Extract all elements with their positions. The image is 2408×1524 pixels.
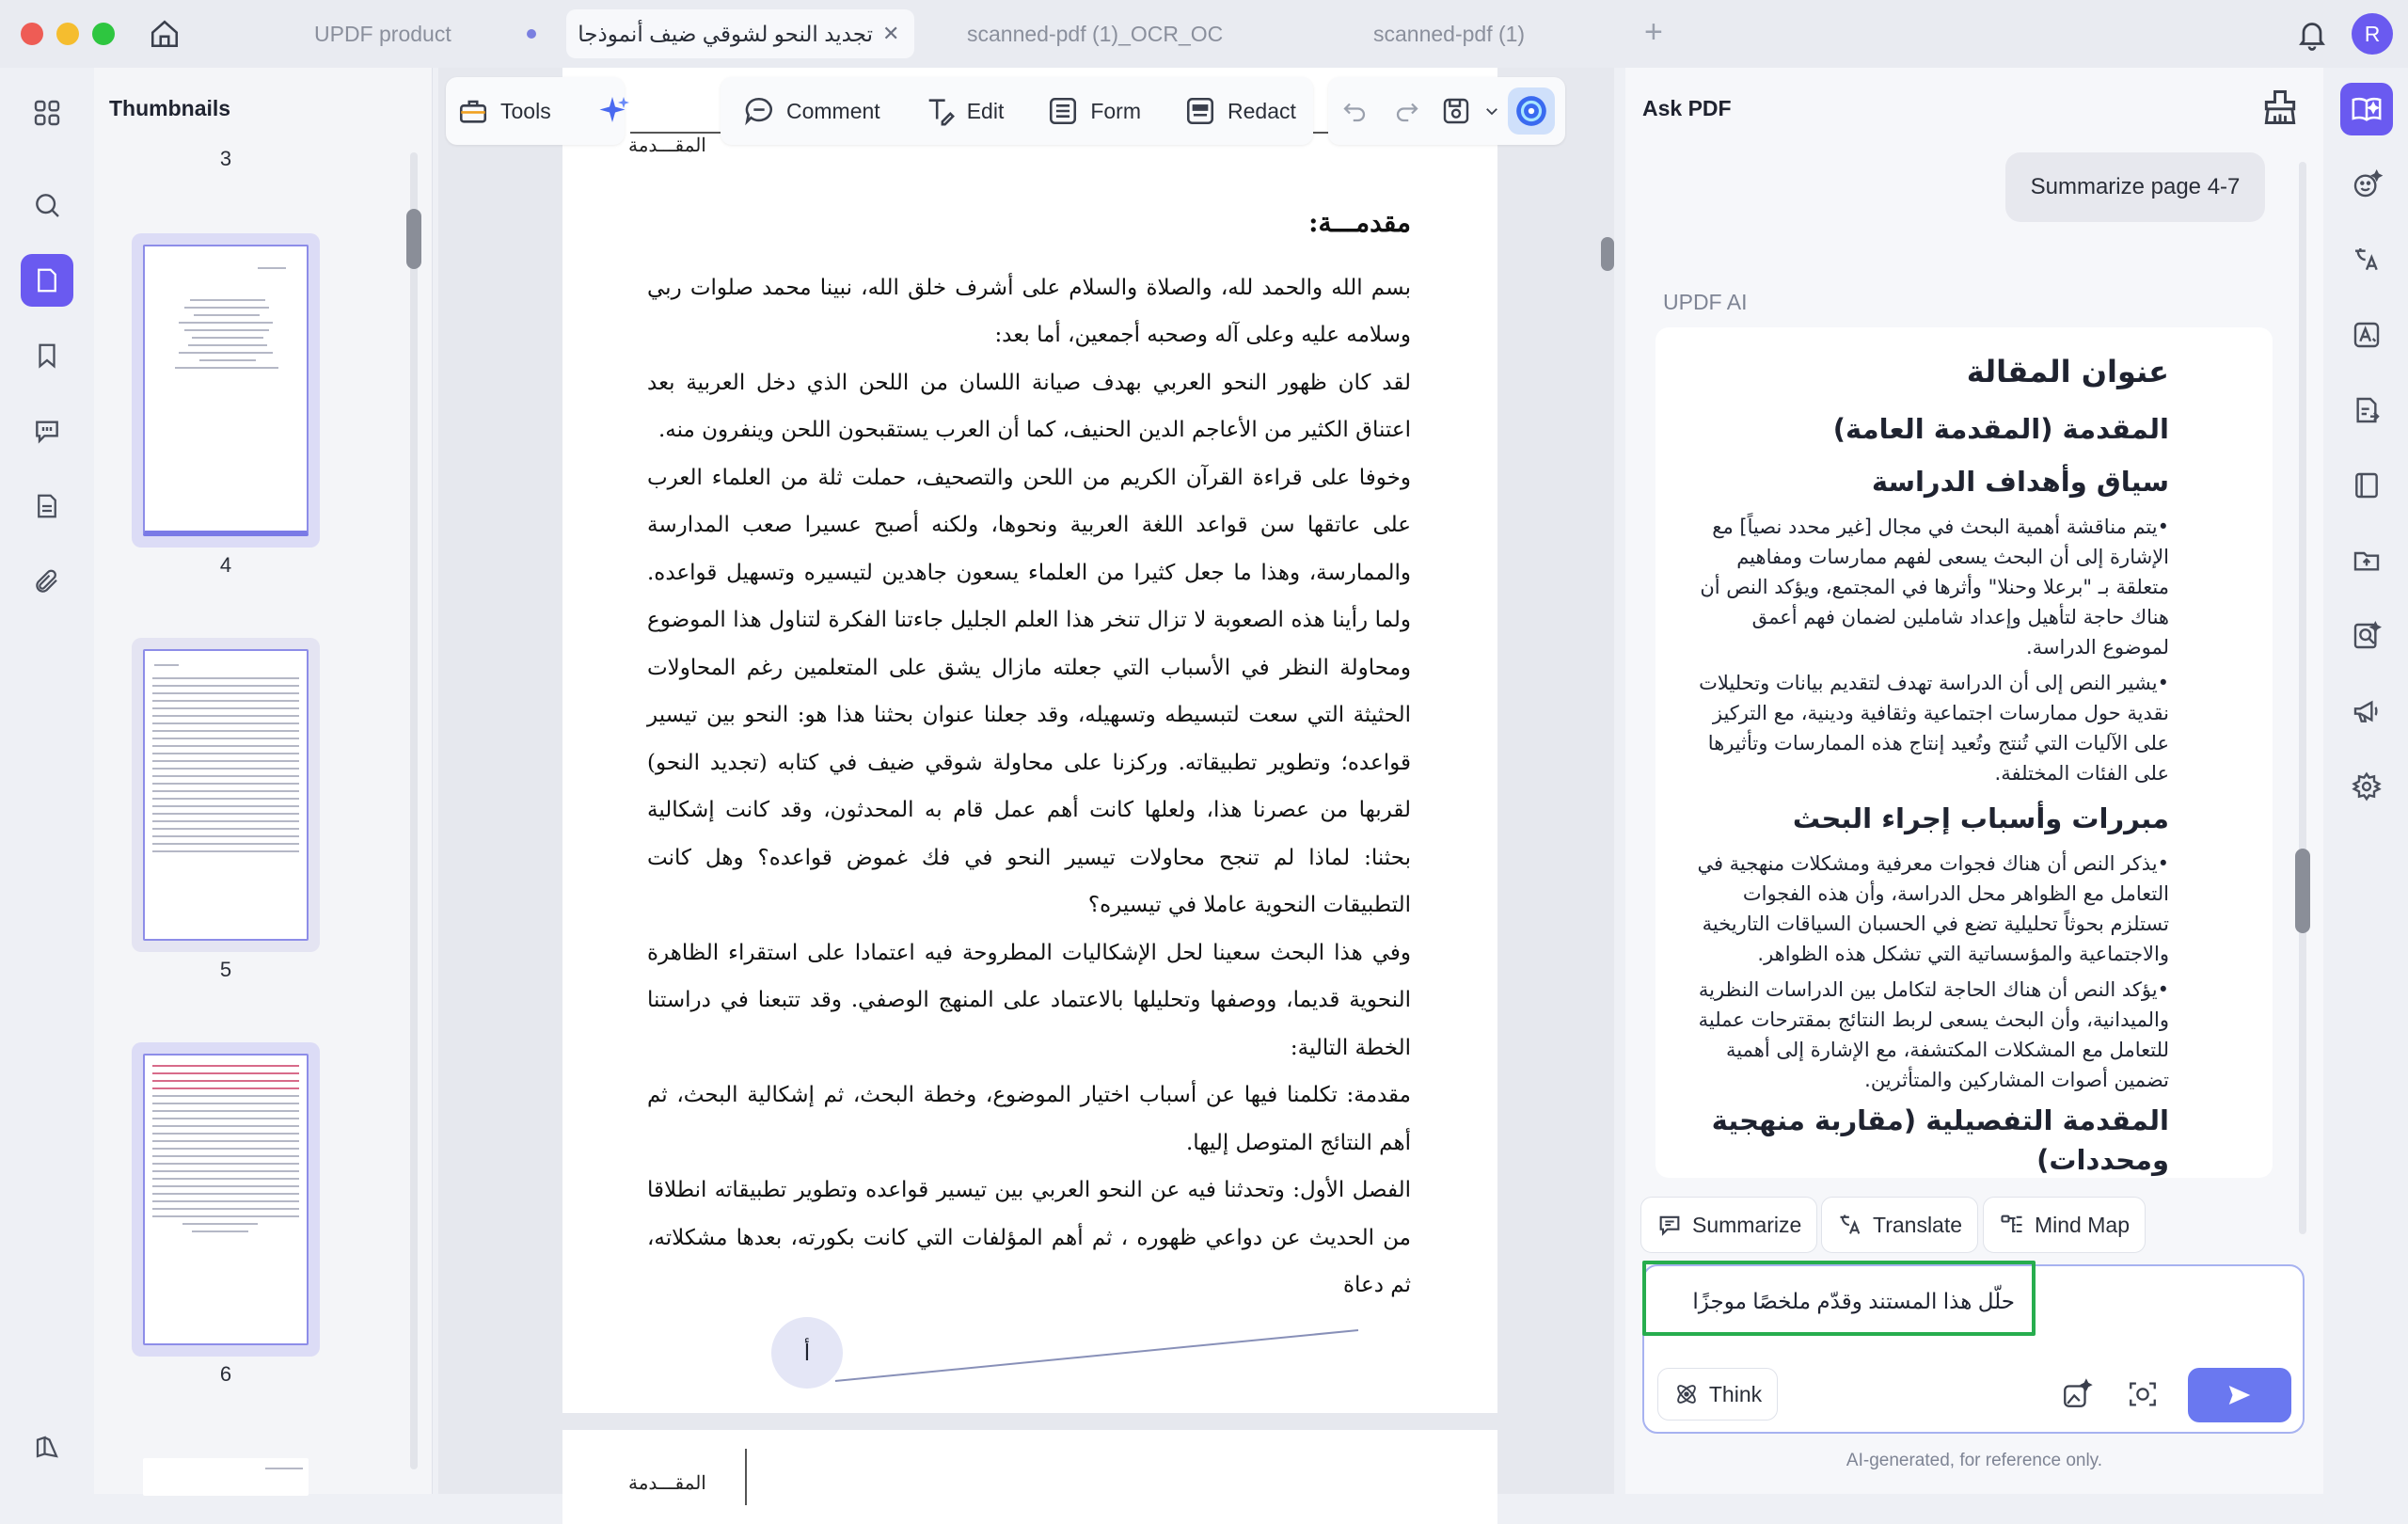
comment-button[interactable] bbox=[732, 85, 892, 137]
thumbnails-title: Thumbnails bbox=[109, 96, 231, 120]
folder-icon bbox=[2352, 546, 2382, 576]
edit-text-icon bbox=[924, 95, 956, 127]
form-icon bbox=[1047, 95, 1079, 127]
thumbnail-page-number: 3 bbox=[219, 147, 232, 170]
send-icon bbox=[2226, 1381, 2254, 1409]
rail-bookmarks-button[interactable] bbox=[21, 329, 73, 382]
page-header-divider bbox=[745, 1449, 747, 1505]
image-sparkle-icon bbox=[2061, 1378, 2093, 1410]
pdf-page-next bbox=[562, 1430, 1497, 1524]
ask-pdf-scrollbar-thumb[interactable] bbox=[2295, 849, 2310, 933]
summarize-label: Summarize bbox=[1692, 1212, 1802, 1237]
ask-pdf-panel bbox=[1625, 68, 2323, 1494]
screenshot-button[interactable] bbox=[2122, 1373, 2163, 1415]
smile-sparkle-icon bbox=[2352, 169, 2382, 199]
ask-input-field[interactable]: حلّل هذا المستند وقدّم ملخصًا موجزًا bbox=[1692, 1289, 2015, 1313]
thumbnail-preview bbox=[143, 1458, 309, 1496]
ask-input-box[interactable] bbox=[1642, 1264, 2305, 1434]
summarize-icon bbox=[1656, 1212, 1683, 1238]
think-label: Think bbox=[1708, 1381, 1763, 1406]
ai-response-card[interactable] bbox=[1656, 327, 2273, 1178]
ai-response-text bbox=[1680, 342, 2169, 1180]
thumbnail-preview bbox=[143, 649, 309, 941]
document-paragraph: وفي هذا البحث سعينا لحل الإشكاليات المطروحة فيه اعتمادا على استقراء الظاهرة النحوية قديما، ووصفها وتحليلها بالاعتماد على المنهج الوصفي. وقد تتبعنا في دراستنا الخطة التالية: bbox=[647, 940, 1411, 1060]
redact-label: Redact bbox=[1228, 98, 1296, 123]
response-section-heading: المقدمة التفصيلية (مقاربة منهجية ومحددات) bbox=[1711, 1104, 2169, 1176]
tab-label: scanned-pdf (1) bbox=[1373, 21, 1526, 46]
clear-chat-icon[interactable] bbox=[2259, 87, 2301, 128]
thumbnail-page-6[interactable] bbox=[132, 1042, 320, 1357]
translate-chip[interactable] bbox=[1821, 1197, 1978, 1253]
tab-scanned-pdf[interactable] bbox=[1354, 9, 1599, 58]
pdf-page bbox=[562, 68, 1497, 1413]
mind-map-chip[interactable] bbox=[1983, 1197, 2146, 1253]
edit-label: Edit bbox=[966, 98, 1005, 123]
undo-icon bbox=[1340, 97, 1369, 125]
think-toggle-button[interactable] bbox=[1657, 1368, 1778, 1421]
export-rail-button[interactable] bbox=[2340, 384, 2393, 437]
document-paragraph: بسم الله والحمد لله، والصلاة والسلام على أشرف خلق الله، نبينا محمد صلوات ربي وسلامه عليه وعلى آله وصحبه أجمعين، أما بعد: bbox=[647, 275, 1411, 347]
thumbnail-page-number: 6 bbox=[219, 1362, 232, 1386]
document-body[interactable] bbox=[647, 199, 1411, 1310]
tools-label: Tools bbox=[500, 98, 551, 123]
comment-label: Comment bbox=[786, 98, 880, 123]
paperclip-icon bbox=[33, 567, 61, 595]
thumbnail-page-number: 5 bbox=[219, 958, 232, 981]
tab-label: تجديد النحو لشوقي ضيف أنموذجا bbox=[578, 21, 873, 46]
right-tool-rail bbox=[2323, 68, 2408, 1494]
footer-line bbox=[835, 1328, 1362, 1385]
document-paragraph: لقد كان ظهور النحو العربي بهدف صيانة اللسان من اللحن الذي دخل العربية بعد اعتناق الكثير من الأعاجم الدين الحنيف، كما أن العرب يستقبحون اللحن وينفرون منه. bbox=[647, 370, 1411, 442]
rail-pages-button[interactable] bbox=[21, 480, 73, 532]
thumbnail-preview bbox=[143, 1054, 309, 1345]
thumbnails-scrollbar-track[interactable] bbox=[410, 152, 418, 1469]
thumbnail-page-5[interactable] bbox=[132, 638, 320, 952]
megaphone-icon bbox=[2352, 696, 2382, 726]
document-paragraph: وخوفا على قراءة القرآن الكريم من اللحن والتصحيف، حملت ثلة من العلماء العرب على عاتقها سن قواعد اللغة العربية ونحوها، ولكنه أصبح عسيرا صعب المدارسة والممارسة، وهذا ما جعل كثيرا من العلماء يسعون جاهدين لتيسيره وتسهيل قواعده. ولما رأينا هذه الصعوبة لا تزال تنخر هذا العلم الجليل جاءتنا الفكرة لتناول هذا الموضوع ومحاولة النظر في الأسباب التي جعلته مازال يشق على المتعلمين رغم المحاولات الحثيثة التي سعت لتبسيطه وتسهيله، وقد جعلنا عنوان بحثنا هذا هو: النحو بين تيسير قواعده؛ وتطوير تطبيقاته. وركزنا على محاولة شوقي ضيف في كتابه (تجديد النحو) لقربها من عصرنا هذا، ولعلها كانت أهم عمل قام به المحدثون، وقد كانت إشكالية بحثنا: لماذا لم تنجح محاولات تيسير النحو في فك غموض قواعده؟ وهل كانت التطبيقات النحوية عاملا في تيسيره؟ bbox=[647, 465, 1412, 917]
search-document-icon bbox=[2352, 621, 2382, 651]
bookmark-icon bbox=[33, 341, 61, 370]
home-button[interactable] bbox=[145, 15, 184, 53]
rail-attachments-button[interactable] bbox=[21, 555, 73, 608]
thumbnail-page-4[interactable] bbox=[132, 233, 320, 548]
page-header-label: المقـــدمة bbox=[628, 134, 706, 156]
response-bullet: •يذكر النص أن هناك فجوات معرفية ومشكلات منهجية في التعامل مع الظواهر محل الدراسة، وأن هذه الفجوات تستلزم بحوثاً تحليلية تضع في الحسبان السياقات التاريخية والاجتماعية والمؤسساتية التي تشكل هذه الظواهر. bbox=[1697, 852, 2169, 965]
tab-label: scanned-pdf (1)_OCR_OC bbox=[967, 21, 1224, 46]
document-scrollbar-thumb[interactable] bbox=[1601, 237, 1614, 271]
camera-icon bbox=[2127, 1378, 2159, 1410]
response-bullet: •يشير النص إلى أن الدراسة تهدف لتقديم بيانات وتحليلات نقدية حول ممارسات اجتماعية وثقافية ودينية، مع التركيز على الآليات التي تُنتج وتُعيد إنتاج هذه الممارسات وتأثيرها على الفئات المختلفة. bbox=[1699, 672, 2169, 785]
thumbnails-scrollbar-thumb[interactable] bbox=[406, 209, 421, 269]
page-layout-rail-button[interactable] bbox=[2340, 459, 2393, 512]
gear-icon bbox=[2352, 771, 2382, 802]
search-icon bbox=[32, 190, 62, 220]
toolbox-icon bbox=[457, 95, 489, 127]
left-tool-rail bbox=[0, 68, 94, 1494]
tab-active-document[interactable] bbox=[566, 9, 914, 58]
history-group bbox=[1328, 77, 1565, 145]
book-icon bbox=[2352, 470, 2382, 500]
rail-comments-button[interactable] bbox=[21, 405, 73, 457]
summarize-chip[interactable] bbox=[1640, 1197, 1817, 1253]
layers-icon bbox=[33, 1433, 61, 1461]
save-button[interactable] bbox=[1434, 85, 1479, 137]
tab-updf-product[interactable] bbox=[282, 9, 555, 58]
save-options-dropdown[interactable] bbox=[1479, 85, 1505, 137]
comment-icon bbox=[743, 95, 775, 127]
mind-map-label: Mind Map bbox=[2035, 1212, 2130, 1237]
translate-icon bbox=[1837, 1212, 1863, 1238]
book-sparkle-icon bbox=[2351, 93, 2383, 125]
ask-pdf-scrollbar-track[interactable] bbox=[2299, 162, 2306, 1234]
response-bullet: •يتم مناقشة أهمية البحث في مجال [غير محدد نصياً] مع الإشارة إلى أن البحث يسعى لفهم ممارسات ومفاهيم متعلقة بـ "برعلا وحنلا" وأثرها في المجتمع، ويؤكد النص أن هناك حاجة لتأهيل وإعداد شاملين لضمان فهم أعمق لموضوع الدراسة. bbox=[1700, 516, 2169, 659]
response-section-heading: سياق وأهداف الدراسة bbox=[1871, 466, 2169, 498]
home-icon bbox=[149, 18, 181, 50]
settings-rail-button[interactable] bbox=[2340, 760, 2393, 813]
user-avatar[interactable]: R bbox=[2352, 13, 2393, 55]
presentation-rail-button[interactable] bbox=[2340, 685, 2393, 738]
rail-search-button[interactable] bbox=[21, 179, 73, 231]
tab-scanned-ocr[interactable] bbox=[944, 9, 1245, 58]
sparkle-icon bbox=[598, 94, 632, 128]
send-button[interactable] bbox=[2188, 1368, 2291, 1422]
translate-icon bbox=[2352, 245, 2382, 275]
zoom-window-button[interactable] bbox=[92, 23, 115, 45]
ask-pdf-title: Ask PDF bbox=[1642, 96, 1732, 120]
translate-label: Translate bbox=[1873, 1212, 1963, 1237]
redact-icon bbox=[1184, 95, 1216, 127]
user-message-bubble: Summarize page 4-7 bbox=[2005, 152, 2265, 222]
ai-chat-rail-button[interactable] bbox=[2340, 83, 2393, 135]
page-header-label: المقـــدمة bbox=[628, 1471, 706, 1494]
edit-button[interactable] bbox=[912, 85, 1016, 137]
response-section-heading: المقدمة (المقدمة العامة) bbox=[1832, 413, 2169, 445]
input-highlight-annotation bbox=[1642, 1261, 2036, 1336]
response-section-heading: مبررات وأسباب إجراء البحث bbox=[1792, 802, 2169, 834]
thumbnails-panel bbox=[94, 68, 433, 1494]
document-export-icon bbox=[2352, 395, 2382, 425]
close-window-button[interactable] bbox=[21, 23, 43, 45]
title-bar bbox=[0, 0, 2408, 68]
ocr-rail-button[interactable] bbox=[2340, 309, 2393, 361]
ai-disclaimer: AI-generated, for reference only. bbox=[1846, 1451, 2103, 1470]
minimize-window-button[interactable] bbox=[56, 23, 79, 45]
ai-sender-label: UPDF AI bbox=[1663, 290, 1748, 314]
text-recognition-icon bbox=[2352, 320, 2382, 350]
rail-thumbnails-button[interactable] bbox=[21, 254, 73, 307]
page-icon bbox=[33, 266, 61, 294]
search-replace-rail-button[interactable] bbox=[2340, 610, 2393, 662]
ai-emoji-rail-button[interactable] bbox=[2340, 158, 2393, 211]
undo-button[interactable] bbox=[1328, 85, 1381, 137]
tools-button[interactable] bbox=[446, 85, 562, 137]
ai-assistant-button[interactable] bbox=[589, 85, 642, 137]
ai-sparkle-group bbox=[589, 77, 655, 145]
ai-chat-toggle-button[interactable] bbox=[1505, 85, 1558, 137]
redo-button[interactable] bbox=[1381, 85, 1434, 137]
atom-icon bbox=[1673, 1381, 1700, 1407]
save-icon bbox=[1441, 96, 1471, 126]
document-paragraph: الفصل الأول: وتحدثنا فيه عن النحو العربي بين تيسير قواعده وتطوير تطبيقاته انطلاقا من الحديث عن دواعي ظهوره ، ثم أهم المؤلفات التي كانت بكورته، بعدها مشكلاته، ثم دعاة bbox=[647, 1178, 1411, 1297]
mind-map-icon bbox=[1999, 1212, 2025, 1238]
response-title: عنوان المقالة bbox=[1966, 354, 2169, 389]
page-folio: أ bbox=[771, 1317, 843, 1389]
close-tab-icon[interactable]: ✕ bbox=[882, 22, 900, 45]
ai-orb-icon bbox=[1513, 93, 1549, 129]
document-lines-icon bbox=[33, 492, 61, 520]
edit-modes-group bbox=[721, 77, 1313, 145]
ai-chat-toggle-bg bbox=[1508, 87, 1555, 135]
thumbnail-preview bbox=[143, 245, 309, 536]
comment-list-icon bbox=[32, 416, 62, 446]
redact-button[interactable] bbox=[1173, 85, 1307, 137]
chevron-down-icon bbox=[1483, 103, 1500, 119]
thumbnail-page-number: 4 bbox=[219, 553, 232, 577]
response-bullet: •يؤكد النص أن هناك الحاجة لتكامل بين الدراسات النظرية والميدانية، وأن البحث يسعى لربط النتائج بمقترحات عملية للتعامل مع المشكلات المكتشفة، مع الإشارة إلى أهمية تضمين أصوات المشاركين والمتأثرين. bbox=[1698, 978, 2169, 1091]
document-viewer[interactable] bbox=[438, 68, 1614, 1494]
new-tab-button[interactable]: + bbox=[1644, 14, 1663, 50]
redo-icon bbox=[1393, 97, 1421, 125]
tab-label: UPDF product bbox=[314, 21, 452, 46]
thumbnail-page-7[interactable] bbox=[132, 1447, 320, 1503]
notification-bell-icon[interactable] bbox=[2295, 17, 2329, 51]
grid-icon bbox=[32, 98, 62, 128]
document-paragraph: مقدمة: تكلمنا فيها عن أسباب اختيار الموضوع، وخطة البحث، ثم إشكالية البحث، ثم أهم النتائج المتوصل إليها. bbox=[647, 1083, 1411, 1155]
form-label: Form bbox=[1090, 98, 1142, 123]
document-heading: مقدمـــة: bbox=[1308, 207, 1411, 238]
rail-layers-button[interactable] bbox=[21, 1421, 73, 1473]
form-button[interactable] bbox=[1036, 85, 1152, 137]
unsaved-dot-icon bbox=[527, 29, 536, 39]
folder-rail-button[interactable] bbox=[2340, 534, 2393, 587]
insert-image-button[interactable] bbox=[2056, 1373, 2098, 1415]
rail-apps-button[interactable] bbox=[21, 87, 73, 139]
translate-rail-button[interactable] bbox=[2340, 233, 2393, 286]
